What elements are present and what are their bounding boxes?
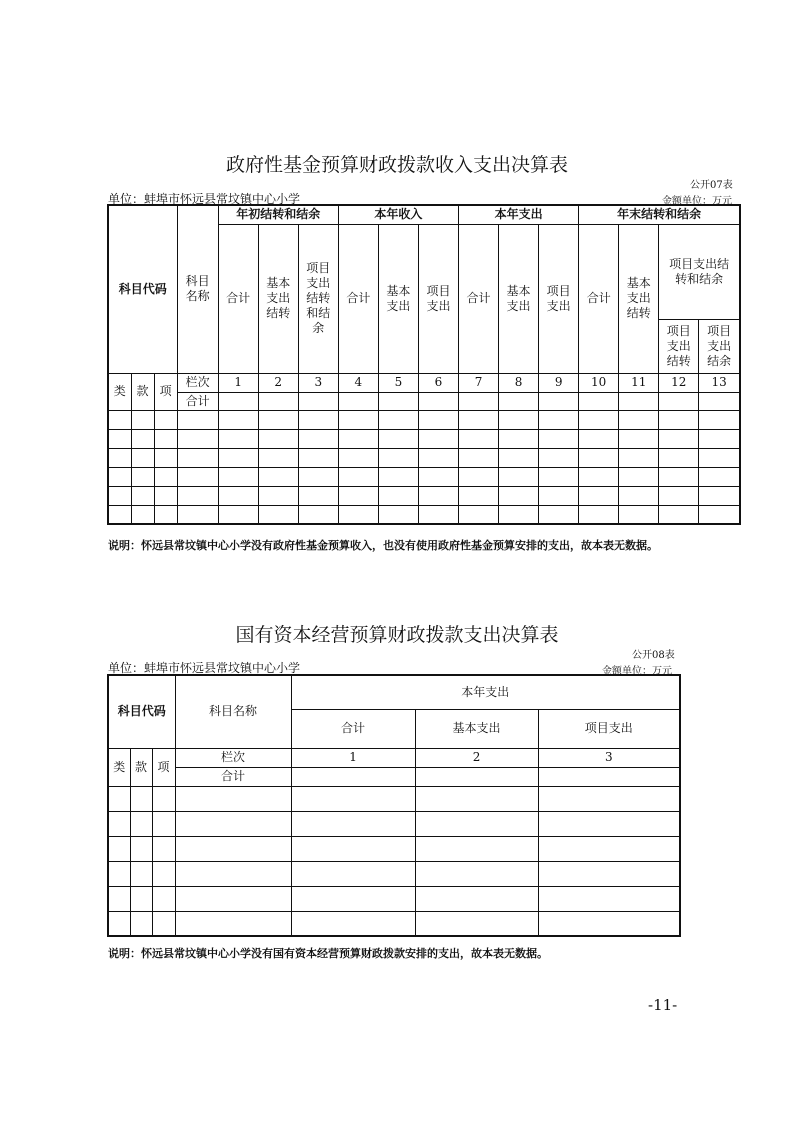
table1-group-begin: 年初结转和结余	[218, 205, 338, 224]
table1-empty-row	[108, 486, 740, 505]
table1-col-end-project-group: 项目支出结转和结余	[659, 224, 740, 319]
table2-colnum: 2	[415, 748, 538, 767]
table1-colnum: 9	[539, 373, 579, 392]
table1-col-income-basic: 基本支出	[378, 224, 418, 373]
table1-col-expense-project: 项目支出	[539, 224, 579, 373]
table1	[107, 204, 741, 525]
table1-col-end-project-carry: 项目支出结转	[659, 319, 699, 373]
table2-unit: 单位：蚌埠市怀远县常坟镇中心小学	[108, 661, 301, 675]
table2-group-expense: 本年支出	[291, 675, 680, 709]
table2-colnum: 3	[538, 748, 680, 767]
table1-header-name: 科目名称	[177, 205, 218, 373]
table2-form-number: 公开08表	[632, 650, 675, 661]
table1-col-income-total: 合计	[338, 224, 378, 373]
table1-key-kuan: 款	[131, 373, 154, 410]
table1-col-income-project: 项目支出	[418, 224, 458, 373]
table2-total-row	[108, 767, 680, 786]
table1-header-code: 科目代码	[108, 205, 177, 373]
table1-col-end-basic: 基本支出结转	[619, 224, 659, 373]
table2-col-basic: 基本支出	[415, 709, 538, 748]
table1-row-heji: 合计	[177, 392, 218, 410]
table2-colnum: 1	[291, 748, 415, 767]
table1-group-expense: 本年支出	[459, 205, 579, 224]
table1-col-end-project-surplus: 项目支出结余	[699, 319, 740, 373]
table2-row-heji: 合计	[175, 767, 291, 786]
table1-colnum: 12	[659, 373, 699, 392]
table2-header-name: 科目名称	[175, 675, 291, 748]
table1-unit: 单位：蚌埠市怀远县常坟镇中心小学	[108, 192, 301, 206]
table2-col-total: 合计	[291, 709, 415, 748]
table2-empty-row	[108, 786, 680, 811]
table1-col-begin-total: 合计	[218, 224, 258, 373]
table1-empty-row	[108, 429, 740, 448]
table2-col-project: 项目支出	[538, 709, 680, 748]
table2-empty-row	[108, 886, 680, 911]
table1-colnum: 13	[699, 373, 740, 392]
table1-colnum: 4	[338, 373, 378, 392]
table1-colnum: 10	[579, 373, 619, 392]
table1-col-begin-basic: 基本支出结转	[258, 224, 298, 373]
table1-col-end-total: 合计	[579, 224, 619, 373]
table1-colnum: 1	[218, 373, 258, 392]
table2-header-code: 科目代码	[108, 675, 175, 748]
table2-amount-unit: 金额单位：万元	[602, 666, 672, 677]
table1-total-row	[108, 392, 740, 410]
table2-title: 国有资本经营预算财政拨款支出决算表	[235, 624, 559, 646]
table1-amount-unit: 金额单位：万元	[662, 196, 732, 207]
table1-empty-row	[108, 448, 740, 467]
table1-colnum: 2	[258, 373, 298, 392]
table1-group-income: 本年收入	[338, 205, 458, 224]
table2	[107, 674, 681, 937]
table1-colnum: 8	[499, 373, 539, 392]
table1-key-xiang: 项	[154, 373, 177, 410]
table1-colnum: 11	[619, 373, 659, 392]
page-number: -11-	[648, 996, 678, 1014]
table1-key-lei: 类	[108, 373, 131, 410]
table1-colnum: 3	[298, 373, 338, 392]
table2-empty-row	[108, 811, 680, 836]
table1-colnum: 6	[418, 373, 458, 392]
table2-key-kuan: 款	[130, 748, 152, 786]
table1-form-number: 公开07表	[690, 180, 733, 191]
table2-key-lei: 类	[108, 748, 130, 786]
table2-row-lanci: 栏次	[175, 748, 291, 767]
table1-col-begin-project: 项目支出结转和结余	[298, 224, 338, 373]
table1-col-expense-total: 合计	[459, 224, 499, 373]
table1-colnum: 7	[459, 373, 499, 392]
table1-note: 说明：怀远县常坟镇中心小学没有政府性基金预算收入，也没有使用政府性基金预算安排的支出，故本表无数据。	[108, 539, 658, 552]
table2-empty-row	[108, 836, 680, 861]
table1-col-expense-basic: 基本支出	[499, 224, 539, 373]
table1-title: 政府性基金预算财政拨款收入支出决算表	[225, 154, 568, 176]
table1-empty-row	[108, 467, 740, 486]
table1-empty-row	[108, 505, 740, 524]
table1-empty-row	[108, 410, 740, 429]
table2-note: 说明：怀远县常坟镇中心小学没有国有资本经营预算财政拨款安排的支出，故本表无数据。	[108, 947, 548, 960]
table2-key-xiang: 项	[152, 748, 175, 786]
table2-empty-row	[108, 911, 680, 936]
table1-group-end: 年末结转和结余	[579, 205, 740, 224]
table1-colnum: 5	[378, 373, 418, 392]
table2-empty-row	[108, 861, 680, 886]
table1-row-lanci: 栏次	[177, 373, 218, 392]
